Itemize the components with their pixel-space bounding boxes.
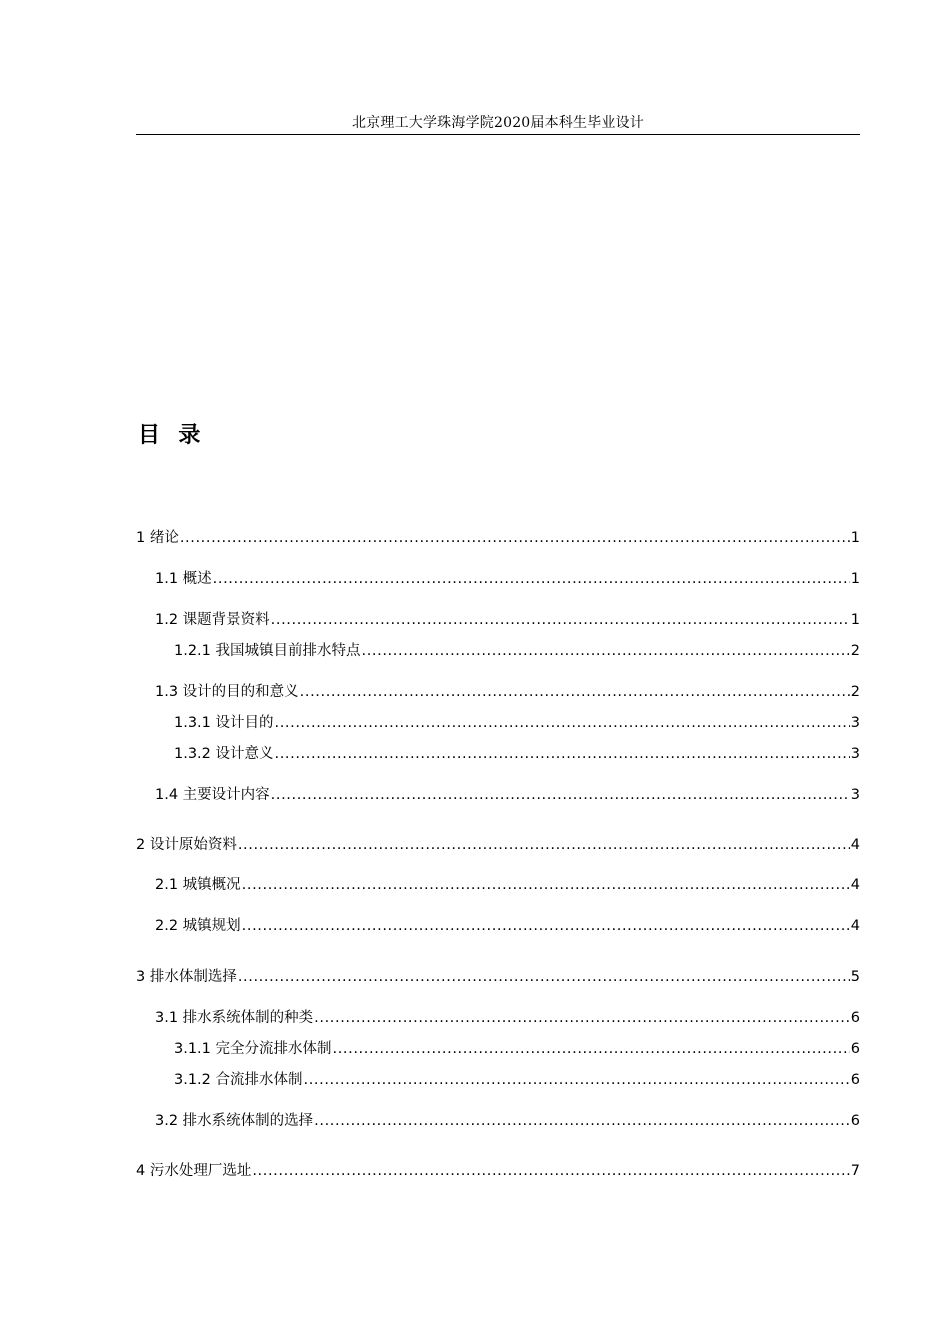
toc-entry-label: 2.2 城镇规划 <box>155 918 241 934</box>
toc-dot-leader <box>271 783 850 807</box>
toc-entry-label: 1.3 设计的目的和意义 <box>155 684 299 700</box>
toc-dot-leader <box>300 680 850 704</box>
toc-dot-leader <box>362 639 850 663</box>
toc-entry[interactable] <box>155 873 860 897</box>
toc-entry-page-number: 6 <box>850 1072 860 1088</box>
toc-dot-leader <box>180 526 850 550</box>
page-header <box>136 112 860 135</box>
toc-dot-leader <box>333 1037 850 1061</box>
toc-entry-label: 1 绪论 <box>136 530 179 546</box>
toc-dot-leader <box>304 1068 850 1092</box>
toc-entry-page-number: 2 <box>850 643 860 659</box>
toc-dot-leader <box>314 1109 850 1133</box>
toc-entry-page-number: 6 <box>850 1010 860 1026</box>
toc-entry-label: 1.4 主要设计内容 <box>155 787 270 803</box>
toc-entry[interactable] <box>174 742 860 766</box>
toc-entry-label: 2 设计原始资料 <box>136 837 237 853</box>
toc-entry-page-number: 1 <box>850 571 860 587</box>
toc-entry-label: 3 排水体制选择 <box>136 969 237 985</box>
toc-entry[interactable] <box>174 639 860 663</box>
toc-entry-label: 1.2 课题背景资料 <box>155 612 270 628</box>
toc-entry[interactable] <box>155 1109 860 1133</box>
toc-entry-page-number: 6 <box>850 1113 860 1129</box>
toc-entry-label: 3.1 排水系统体制的种类 <box>155 1010 314 1026</box>
toc-dot-leader <box>275 711 850 735</box>
toc-dot-leader <box>213 567 850 591</box>
toc-entry-page-number: 4 <box>850 837 860 853</box>
toc-dot-leader <box>238 965 850 989</box>
toc-dot-leader <box>242 914 850 938</box>
toc-entry-page-number: 6 <box>850 1041 860 1057</box>
toc-entry[interactable] <box>155 783 860 807</box>
toc-entry-page-number: 1 <box>850 530 860 546</box>
toc-entry-page-number: 1 <box>850 612 860 628</box>
toc-entry-page-number: 3 <box>850 746 860 762</box>
toc-entry-label: 3.2 排水系统体制的选择 <box>155 1113 314 1129</box>
toc-entry-label: 4 污水处理厂选址 <box>136 1163 252 1179</box>
toc-entry[interactable] <box>136 965 860 989</box>
toc-entry-page-number: 4 <box>850 877 860 893</box>
toc-entry[interactable] <box>136 1159 860 1183</box>
toc-entry[interactable] <box>155 680 860 704</box>
toc-entry[interactable] <box>155 567 860 591</box>
toc-entry-page-number: 2 <box>850 684 860 700</box>
toc-entry[interactable] <box>174 1037 860 1061</box>
toc-dot-leader <box>271 608 850 632</box>
toc-entry-page-number: 5 <box>850 969 860 985</box>
toc-entry[interactable] <box>136 526 860 550</box>
toc-entry-page-number: 3 <box>850 787 860 803</box>
toc-title: 目 录 <box>138 423 202 448</box>
toc-entry-page-number: 7 <box>850 1163 860 1179</box>
toc-dot-leader <box>238 833 850 857</box>
toc-dot-leader <box>314 1006 850 1030</box>
header-text: 北京理工大学珠海学院2020届本科生毕业设计 <box>351 115 645 131</box>
toc-entry-label: 2.1 城镇概况 <box>155 877 241 893</box>
toc-entry[interactable] <box>155 608 860 632</box>
toc-entry[interactable] <box>174 711 860 735</box>
toc-entry-page-number: 4 <box>850 918 860 934</box>
toc-entry-label: 1.2.1 我国城镇目前排水特点 <box>174 643 361 659</box>
toc-entry[interactable] <box>155 1006 860 1030</box>
toc-entry[interactable] <box>155 914 860 938</box>
toc-entry-label: 1.1 概述 <box>155 571 212 587</box>
toc-entry-page-number: 3 <box>850 715 860 731</box>
toc-entry-label: 1.3.1 设计目的 <box>174 715 274 731</box>
toc-entry[interactable] <box>136 833 860 857</box>
toc-entry-label: 3.1.2 合流排水体制 <box>174 1072 303 1088</box>
toc-dot-leader <box>275 742 850 766</box>
toc-dot-leader <box>242 873 850 897</box>
toc-entry-label: 1.3.2 设计意义 <box>174 746 274 762</box>
toc-entry-label: 3.1.1 完全分流排水体制 <box>174 1041 332 1057</box>
toc-entry[interactable] <box>174 1068 860 1092</box>
toc-dot-leader <box>252 1159 849 1183</box>
